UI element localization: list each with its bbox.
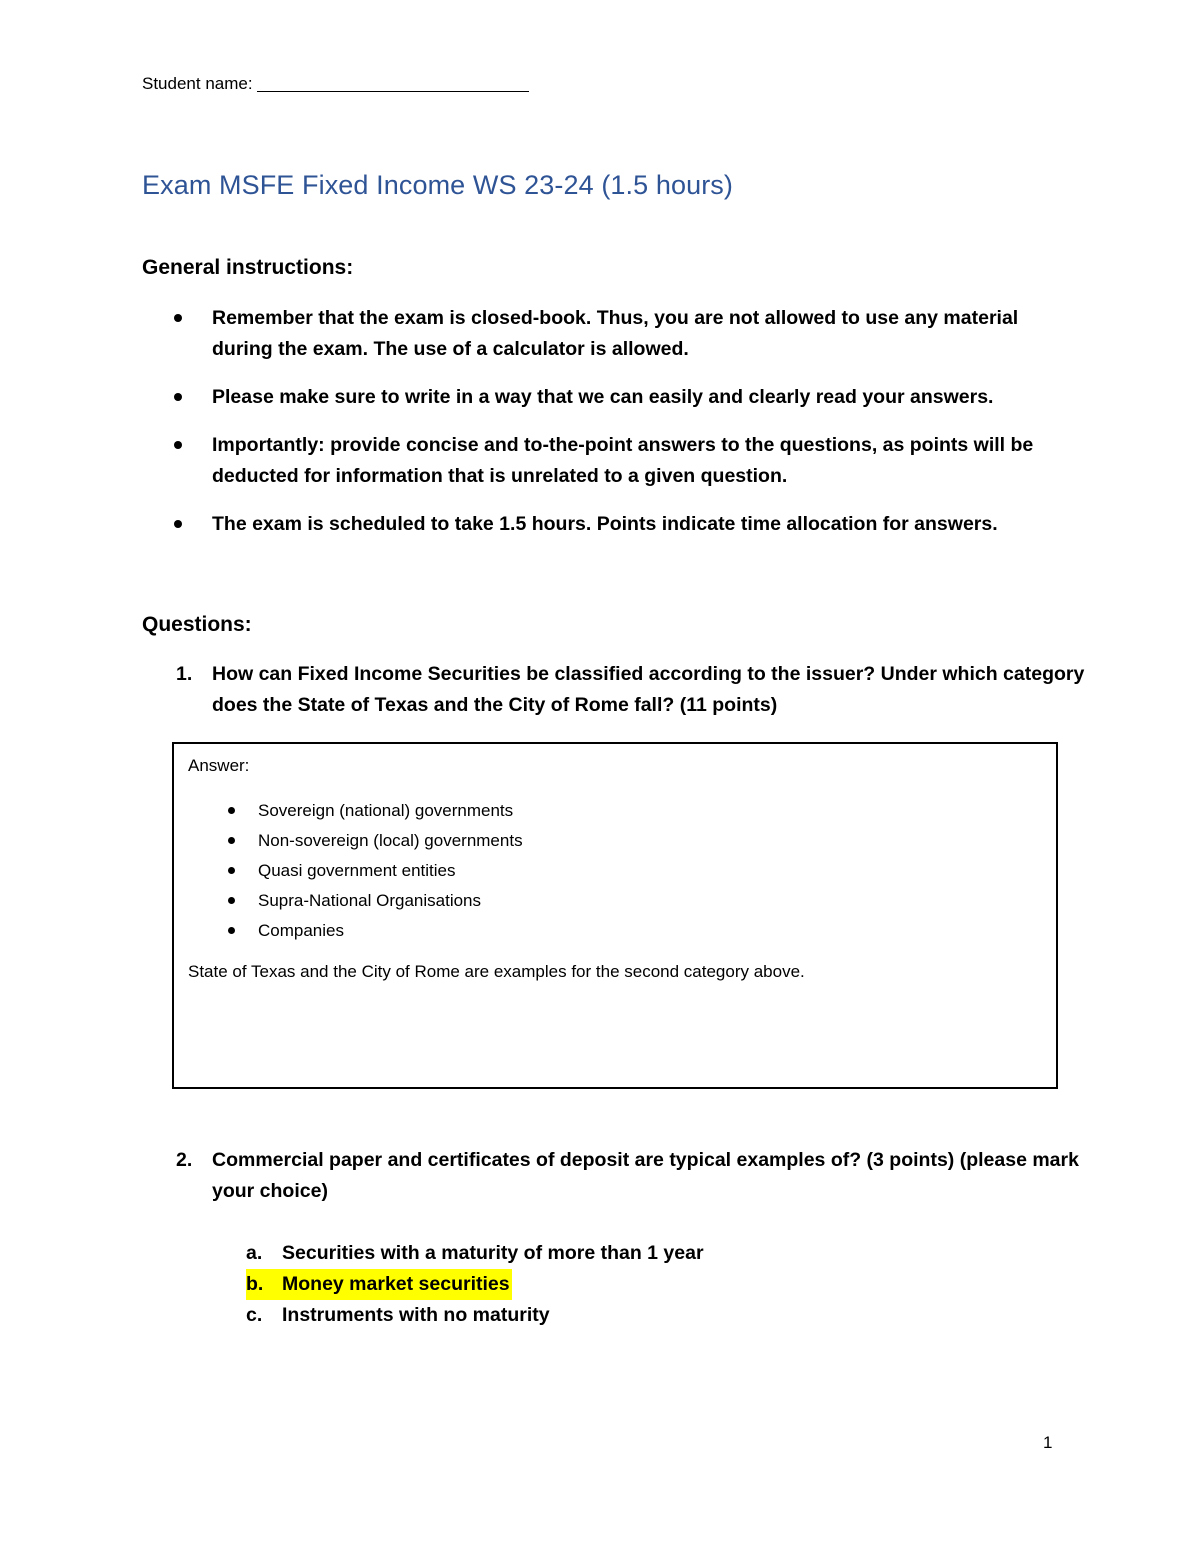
option-b[interactable] — [246, 1269, 512, 1300]
bullet-icon — [228, 927, 235, 934]
instruction-text: Remember that the exam is closed-book. Thus, you are not allowed to use any material during the exam. The use of a calculator is allowed. — [212, 307, 1019, 360]
answer-item-text: Supra-National Organisations — [258, 891, 482, 910]
answer-label: Answer: — [188, 756, 250, 775]
bullet-icon — [228, 807, 235, 814]
answer-item — [228, 887, 523, 917]
instruction-text: provide concise and to-the-point answers to the questions, as points will be deducted for information that is unrelated to a given question. — [212, 434, 1034, 487]
option-letter: b. — [246, 1273, 264, 1295]
question-2 — [176, 1145, 1112, 1207]
answer-list — [228, 797, 523, 947]
general-instructions-heading: General instructions: — [142, 256, 354, 279]
bullet-icon — [228, 897, 235, 904]
answer-item-text: Quasi government entities — [258, 861, 456, 880]
option-text: Instruments with no maturity — [282, 1304, 550, 1326]
question-text: How can Fixed Income Securities be classified according to the issuer? Under which category does the State of Texas and the City of Rome fall? (11 points) — [212, 663, 1085, 716]
questions-heading: Questions: — [142, 613, 252, 636]
answer-item-text: Sovereign (national) governments — [258, 801, 514, 820]
bullet-icon — [228, 837, 235, 844]
page-number: 1 — [1043, 1433, 1053, 1452]
option-text: Securities with a maturity of more than 1 year — [282, 1242, 704, 1264]
instruction-text: Please make sure to write in a way that we can easily and clearly read your answers. — [212, 386, 994, 408]
bullet-icon — [174, 441, 182, 449]
answer-item — [228, 857, 523, 887]
option-letter: a. — [246, 1242, 263, 1264]
instruction-item — [174, 430, 1074, 492]
instruction-text: The exam is scheduled to take 1.5 hours. Points indicate time allocation for answers. — [212, 513, 998, 535]
answer-item — [228, 797, 523, 827]
question-number: 1. — [176, 663, 193, 685]
question-text: Commercial paper and certificates of deposit are typical examples of? (3 points) (please mark your choice) — [212, 1149, 1079, 1202]
student-name-line — [257, 74, 529, 92]
answer-options — [246, 1238, 704, 1331]
bullet-icon — [228, 867, 235, 874]
option-text: Money market securities — [282, 1273, 510, 1295]
option-c[interactable] — [246, 1300, 704, 1331]
answer-item-text: Companies — [258, 921, 344, 940]
student-name-label: Student name: — [142, 74, 253, 93]
question-1 — [176, 659, 1112, 721]
answer-item — [228, 917, 523, 947]
instruction-item — [174, 509, 1074, 540]
answer-note: State of Texas and the City of Rome are examples for the second category above. — [188, 962, 805, 981]
instruction-item — [174, 303, 1074, 365]
option-a[interactable] — [246, 1238, 704, 1269]
bullet-icon — [174, 520, 182, 528]
exam-title: Exam MSFE Fixed Income WS 23-24 (1.5 hours) — [142, 170, 733, 200]
instruction-item — [174, 382, 1074, 413]
question-number: 2. — [176, 1149, 193, 1171]
instruction-bold-prefix: Importantly: — [212, 434, 325, 456]
instruction-list — [174, 303, 1074, 557]
student-name-field — [142, 74, 529, 94]
bullet-icon — [174, 314, 182, 322]
bullet-icon — [174, 393, 182, 401]
option-letter: c. — [246, 1304, 263, 1326]
answer-item-text: Non-sovereign (local) governments — [258, 831, 523, 850]
answer-item — [228, 827, 523, 857]
